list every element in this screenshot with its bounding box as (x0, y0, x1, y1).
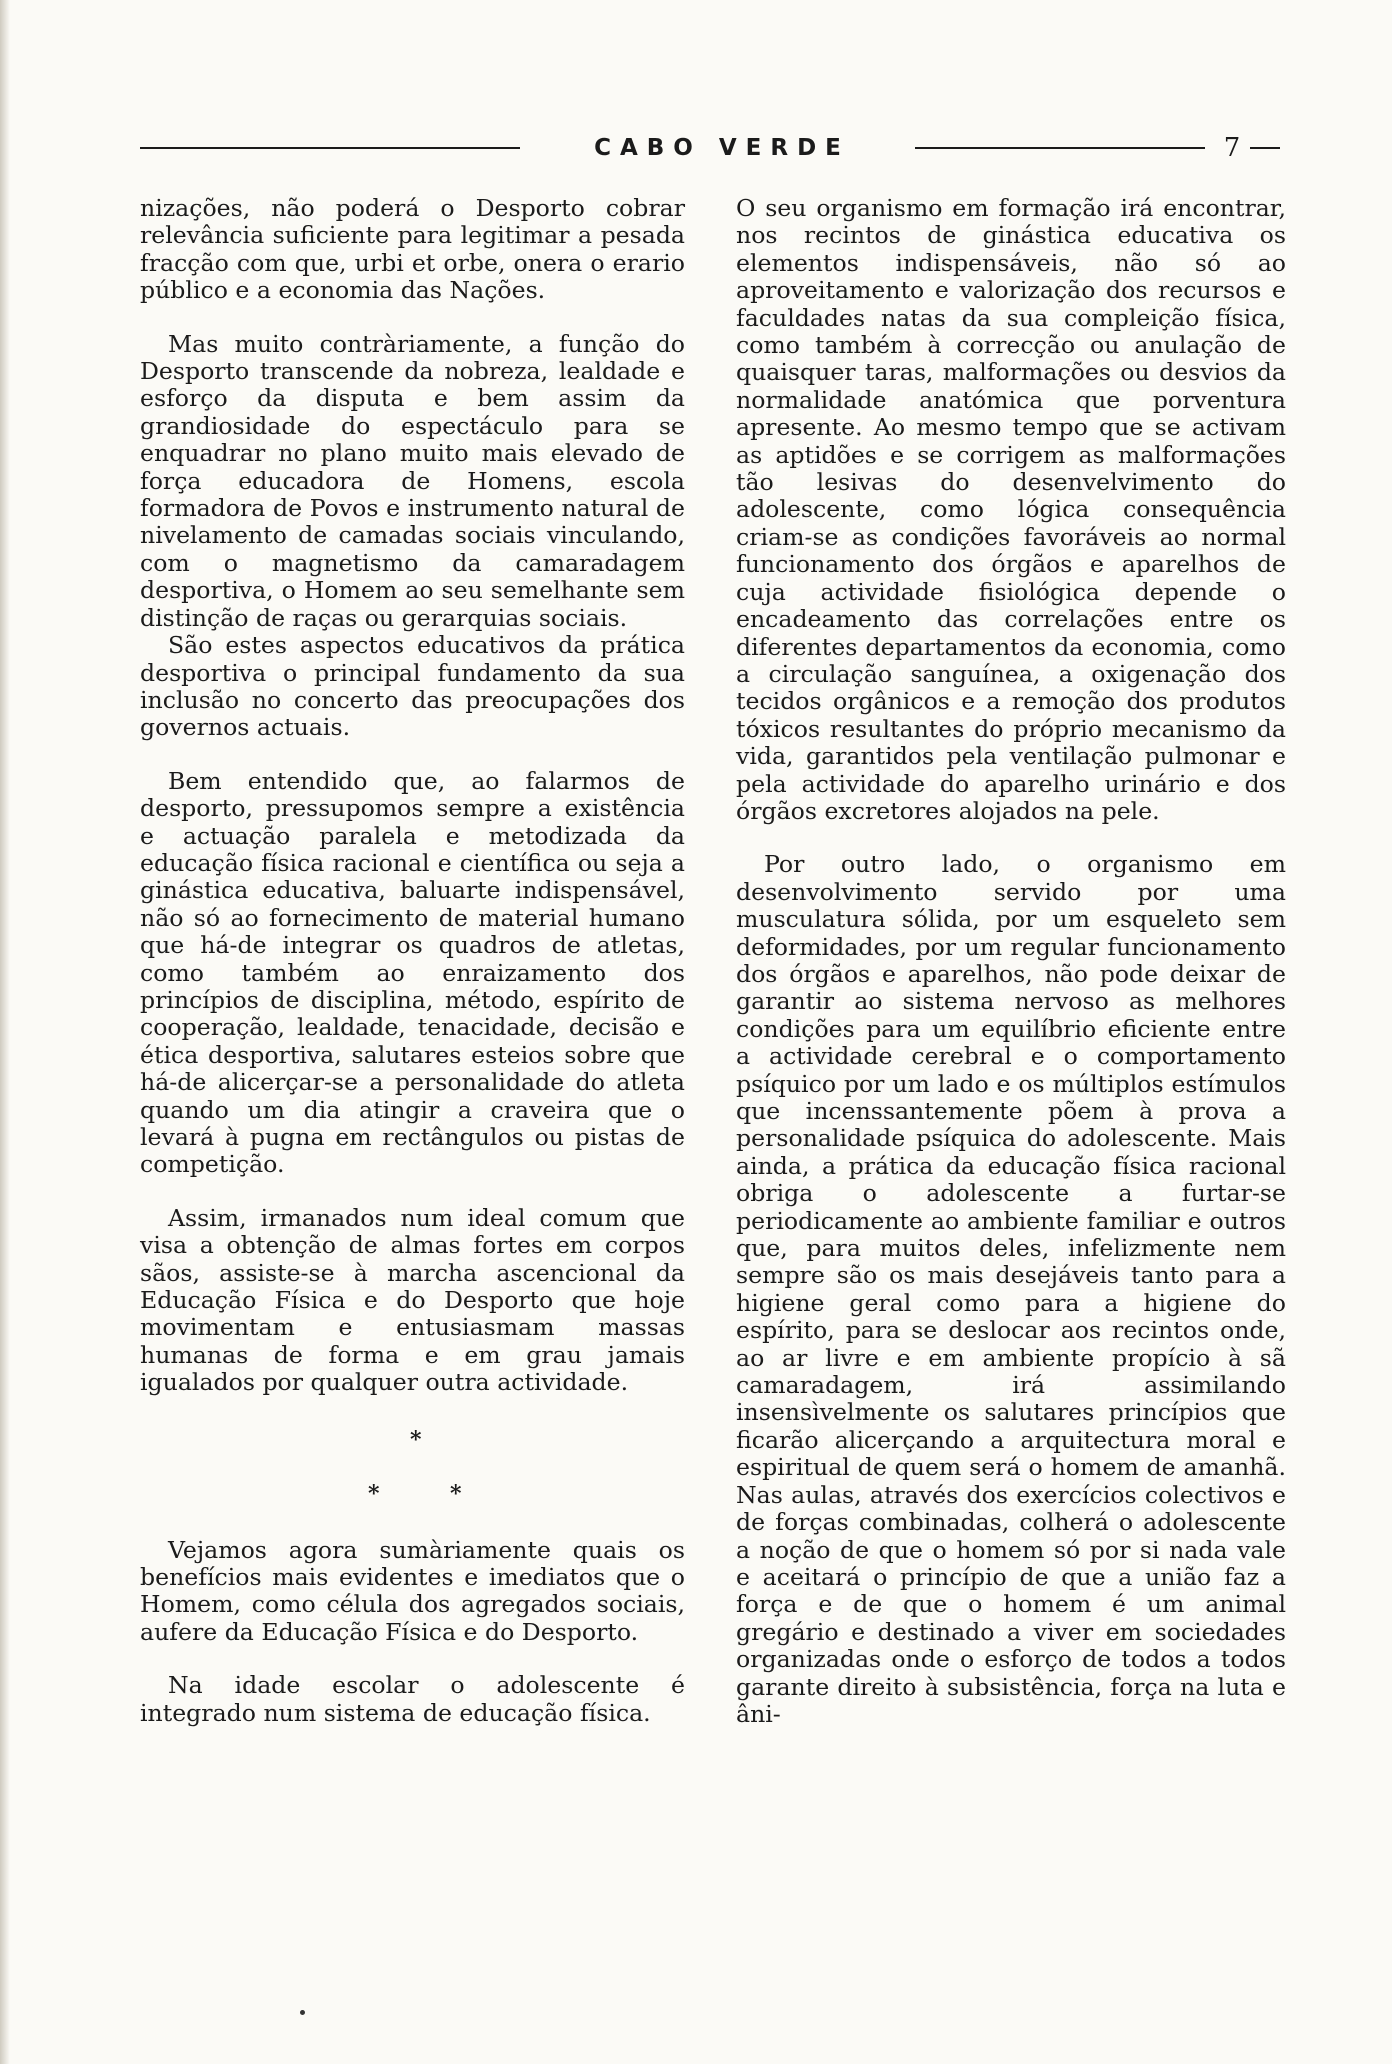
paragraph: Bem entendido que, ao falarmos de desporto, pressupomos sempre a existência e actuação paralela e metodizada da educação física racional e científica ou seja a ginástica educativa, baluarte indispensável, não só ao fornecimento de material humano que há-de integrar os quadros de atletas, como também ao enraizamento dos princípios de disciplina, método, espírito de cooperação, lealdade, tenacidade, decisão e ética desportiva, salutares esteios sobre que há-de alicerçar-se a personalidade do atleta quando um dia atingir a craveira que o levará à pugna em rectângulos ou pistas de competição. (140, 766, 685, 1179)
paragraph: Mas muito contràriamente, a função do Desporto transcende da nobreza, lealdade e esforço da disputa e bem assim da grandiosidade do espectáculo para se enquadrar no plano muito mais elevado de força educadora de Homens, escola formadora de Povos e instrumento natural de nivelamento de camadas sociais vinculando, com o magnetismo da camaradagem desportiva, o Homem ao seu semelhante sem distinção de raças ou gerarquias sociais. (140, 329, 685, 632)
page-number: 7 (1223, 133, 1241, 163)
separator-star: * (410, 1426, 422, 1453)
page-edge (0, 0, 10, 2064)
running-header (140, 128, 1280, 168)
header-title: CABO VERDE (594, 135, 850, 161)
header-rule-left (140, 147, 520, 149)
separator-star: * (368, 1480, 380, 1507)
header-rule-tail (1250, 147, 1280, 149)
paragraph: nizações, não poderá o Desporto cobrar relevância suficiente para legitimar a pesada fracção com que, urbi et orbe, onera o erario público e a economia das Nações. (140, 194, 685, 305)
paragraph: O seu organismo em formação irá encontrar, nos recintos de ginástica educativa os elementos indispensáveis, não só ao aproveitamento e valorização dos recursos e faculdades natas da sua compleição física, como também à correcção ou anulação de quaisquer taras, malformações ou desvios da normalidade anatómica que porventura apresente. Ao mesmo tempo que se activam as aptidões e se corrigem as malformações tão lesivas do desenvelvimento do adolescente, como lógica consequência criam-se as condições favoráveis ao normal funcionamento dos órgãos e aparelhos de cuja actividade fisiológica depende o encadeamento das correlações entre os diferentes departamentos da economia, como a circulação sanguínea, a oxigenação dos tecidos orgânicos e a remoção dos produtos tóxicos resultantes do próprio mecanismo da vida, garantidos pela ventilação pulmonar e pela actividade do aparelho urinário e dos órgãos excretores alojados na pele. (736, 194, 1286, 825)
paragraph: Por outro lado, o organismo em desenvolvimento servido por uma musculatura sólida, por um esqueleto sem deformidades, por um regular funcionamento dos órgãos e aparelhos, não pode deixar de garantir ao sistema nervoso as melhores condições para um equilíbrio eficiente entre a actividade cerebral e o comportamento psíquico por um lado e os múltiplos estímulos que incenssantemente põem à prova a personalidade psíquica do adolescente. Mais ainda, a prática da educação física racional obriga o adolescente a furtar-se periodicamente ao ambiente familiar e outros que, para muitos deles, infelizmente nem sempre são os mais desejáveis tanto para a higiene geral como para a higiene do espírito, para se deslocar aos recintos onde, ao ar livre e em ambiente propício à sã camaradagem, irá assimilando insensìvelmente os salutares princípios que ficarão alicerçando a arquitectura moral e espiritual de quem será o homem de amanhã. Nas aulas, através dos exercícios colectivos e de forças combinadas, colherá o adolescente a noção de que o homem só por si nada vale e aceitará o princípio de que a união faz a força e de que o homem é um animal gregário e destinado a viver em sociedades organizadas onde o esforço de todos a todos garante direito à subsistência, força na luta e âni- (736, 850, 1286, 1728)
section-separator (140, 1427, 685, 1517)
print-speck (300, 2010, 305, 2015)
left-column (140, 195, 685, 1727)
paragraph: São estes aspectos educativos da prática desportiva o principal fundamento da sua inclusão no concerto das preocupações dos governos actuais. (140, 631, 685, 742)
right-column (736, 195, 1286, 1728)
paragraph: Na idade escolar o adolescente é integrado num sistema de educação física. (140, 1671, 685, 1727)
header-rule-right (915, 147, 1205, 149)
paragraph: Vejamos agora sumàriamente quais os benefícios mais evidentes e imediatos que o Homem, como célula dos agregados sociais, aufere da Educação Física e do Desporto. (140, 1535, 685, 1646)
paragraph: Assim, irmanados num ideal comum que visa a obtenção de almas fortes em corpos sãos, assiste-se à marcha ascencional da Educação Física e do Desporto que hoje movimentam e entusiasmam massas humanas de forma e em grau jamais igualados por qualquer outra actividade. (140, 1203, 685, 1397)
separator-star: * (450, 1480, 462, 1507)
